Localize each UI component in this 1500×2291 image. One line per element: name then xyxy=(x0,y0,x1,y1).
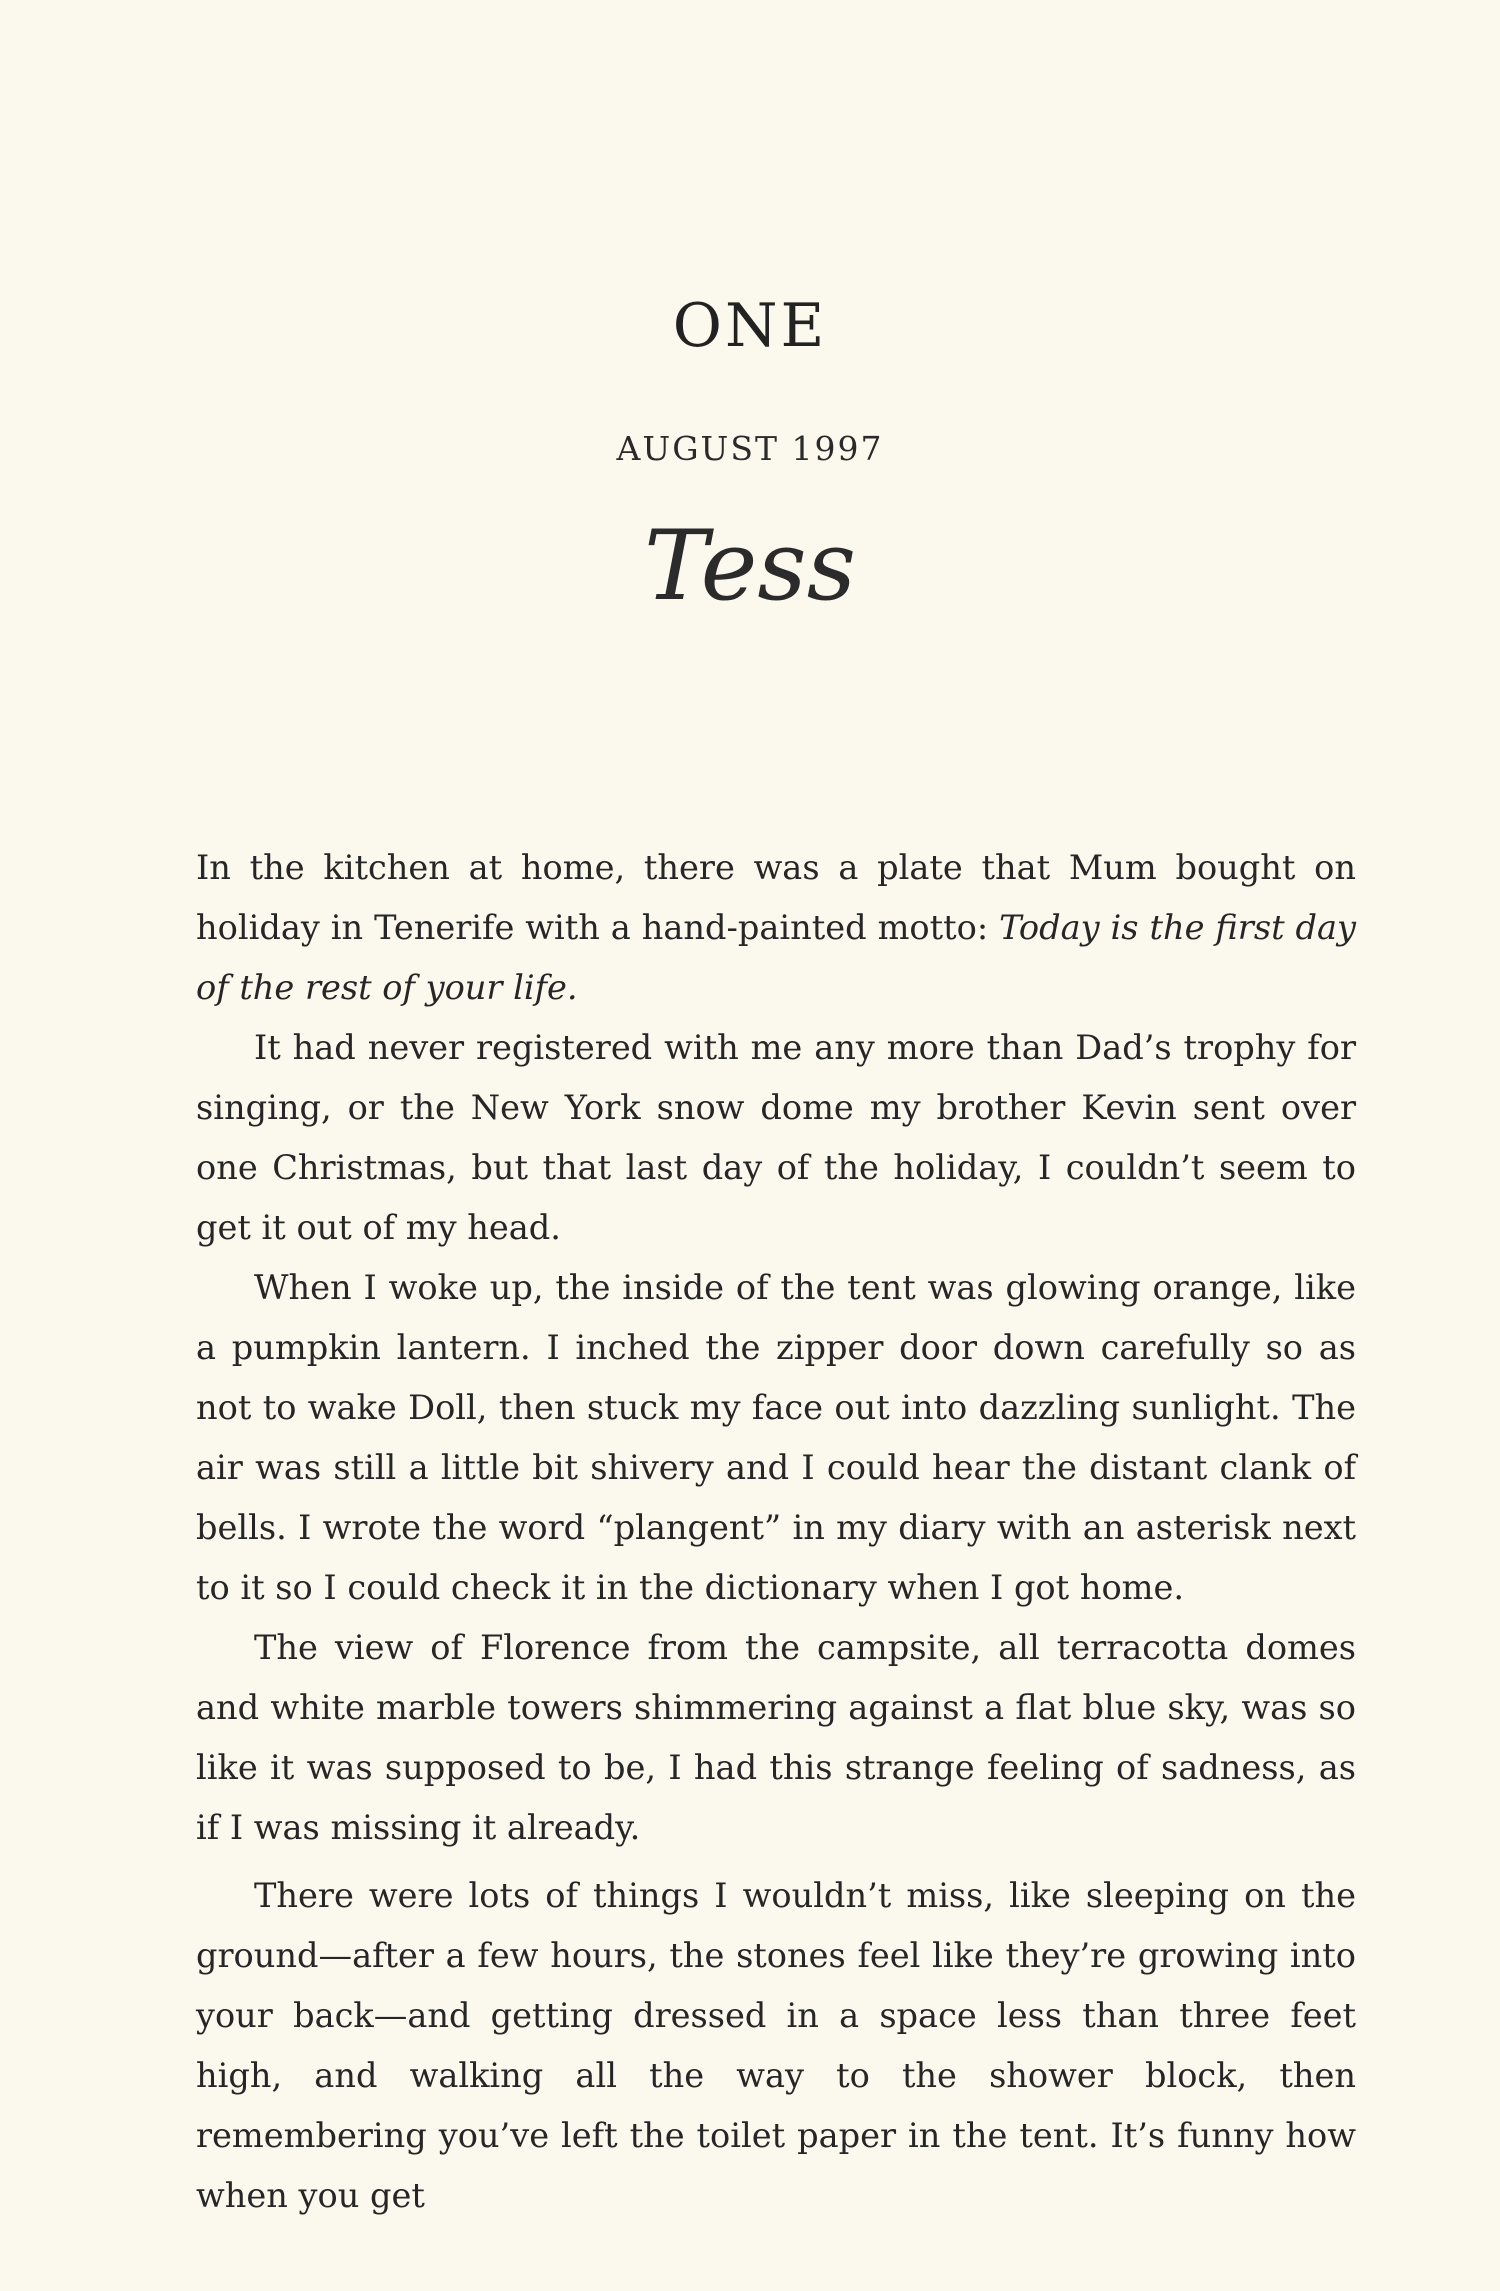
paragraph-1 xyxy=(196,838,1356,1018)
paragraph-3: When I woke up, the inside of the tent was glowing orange, like a pumpkin lantern. I inched the zipper door down carefully so as not to wake Doll, then stuck my face out into dazzling sunlight. The air was still a little bit shivery and I could hear the distant clank of bells. I wrote the word “plangent” in my diary with an asterisk next to it so I could check it in the dictionary when I got home. xyxy=(196,1268,1356,1607)
paragraph-1-text: In the kitchen at home, there was a plate that Mum bought on holiday in Tenerife with a hand-painted motto: xyxy=(196,848,1356,947)
chapter-number: ONE xyxy=(672,291,828,361)
chapter-body xyxy=(196,838,1356,2226)
paragraph-2: It had never registered with me any more than Dad’s trophy for singing, or the New York snow dome my brother Kevin sent over one Christmas, but that last day of the holiday, I couldn’t seem to get it out of my head. xyxy=(196,1028,1356,1247)
chapter-title: Tess xyxy=(644,510,856,622)
paragraph-4: The view of Florence from the campsite, all terracotta domes and white marble towers shimmering against a flat blue sky, was so like it was supposed to be, I had this strange feeling of sadness, as if I was missing it already. xyxy=(196,1628,1356,1847)
plate-motto: Today is the first day of the rest of your life. xyxy=(196,908,1356,1007)
paragraph-5: There were lots of things I wouldn’t miss, like sleeping on the ground—after a few hours, the stones feel like they’re growing into your back—and getting dressed in a space less than three feet high, and walking all the way to the shower block, then remembering you’ve left the toilet paper in the tent. It’s funny how when you get xyxy=(196,1876,1356,2215)
chapter-date: AUGUST 1997 xyxy=(616,429,884,468)
